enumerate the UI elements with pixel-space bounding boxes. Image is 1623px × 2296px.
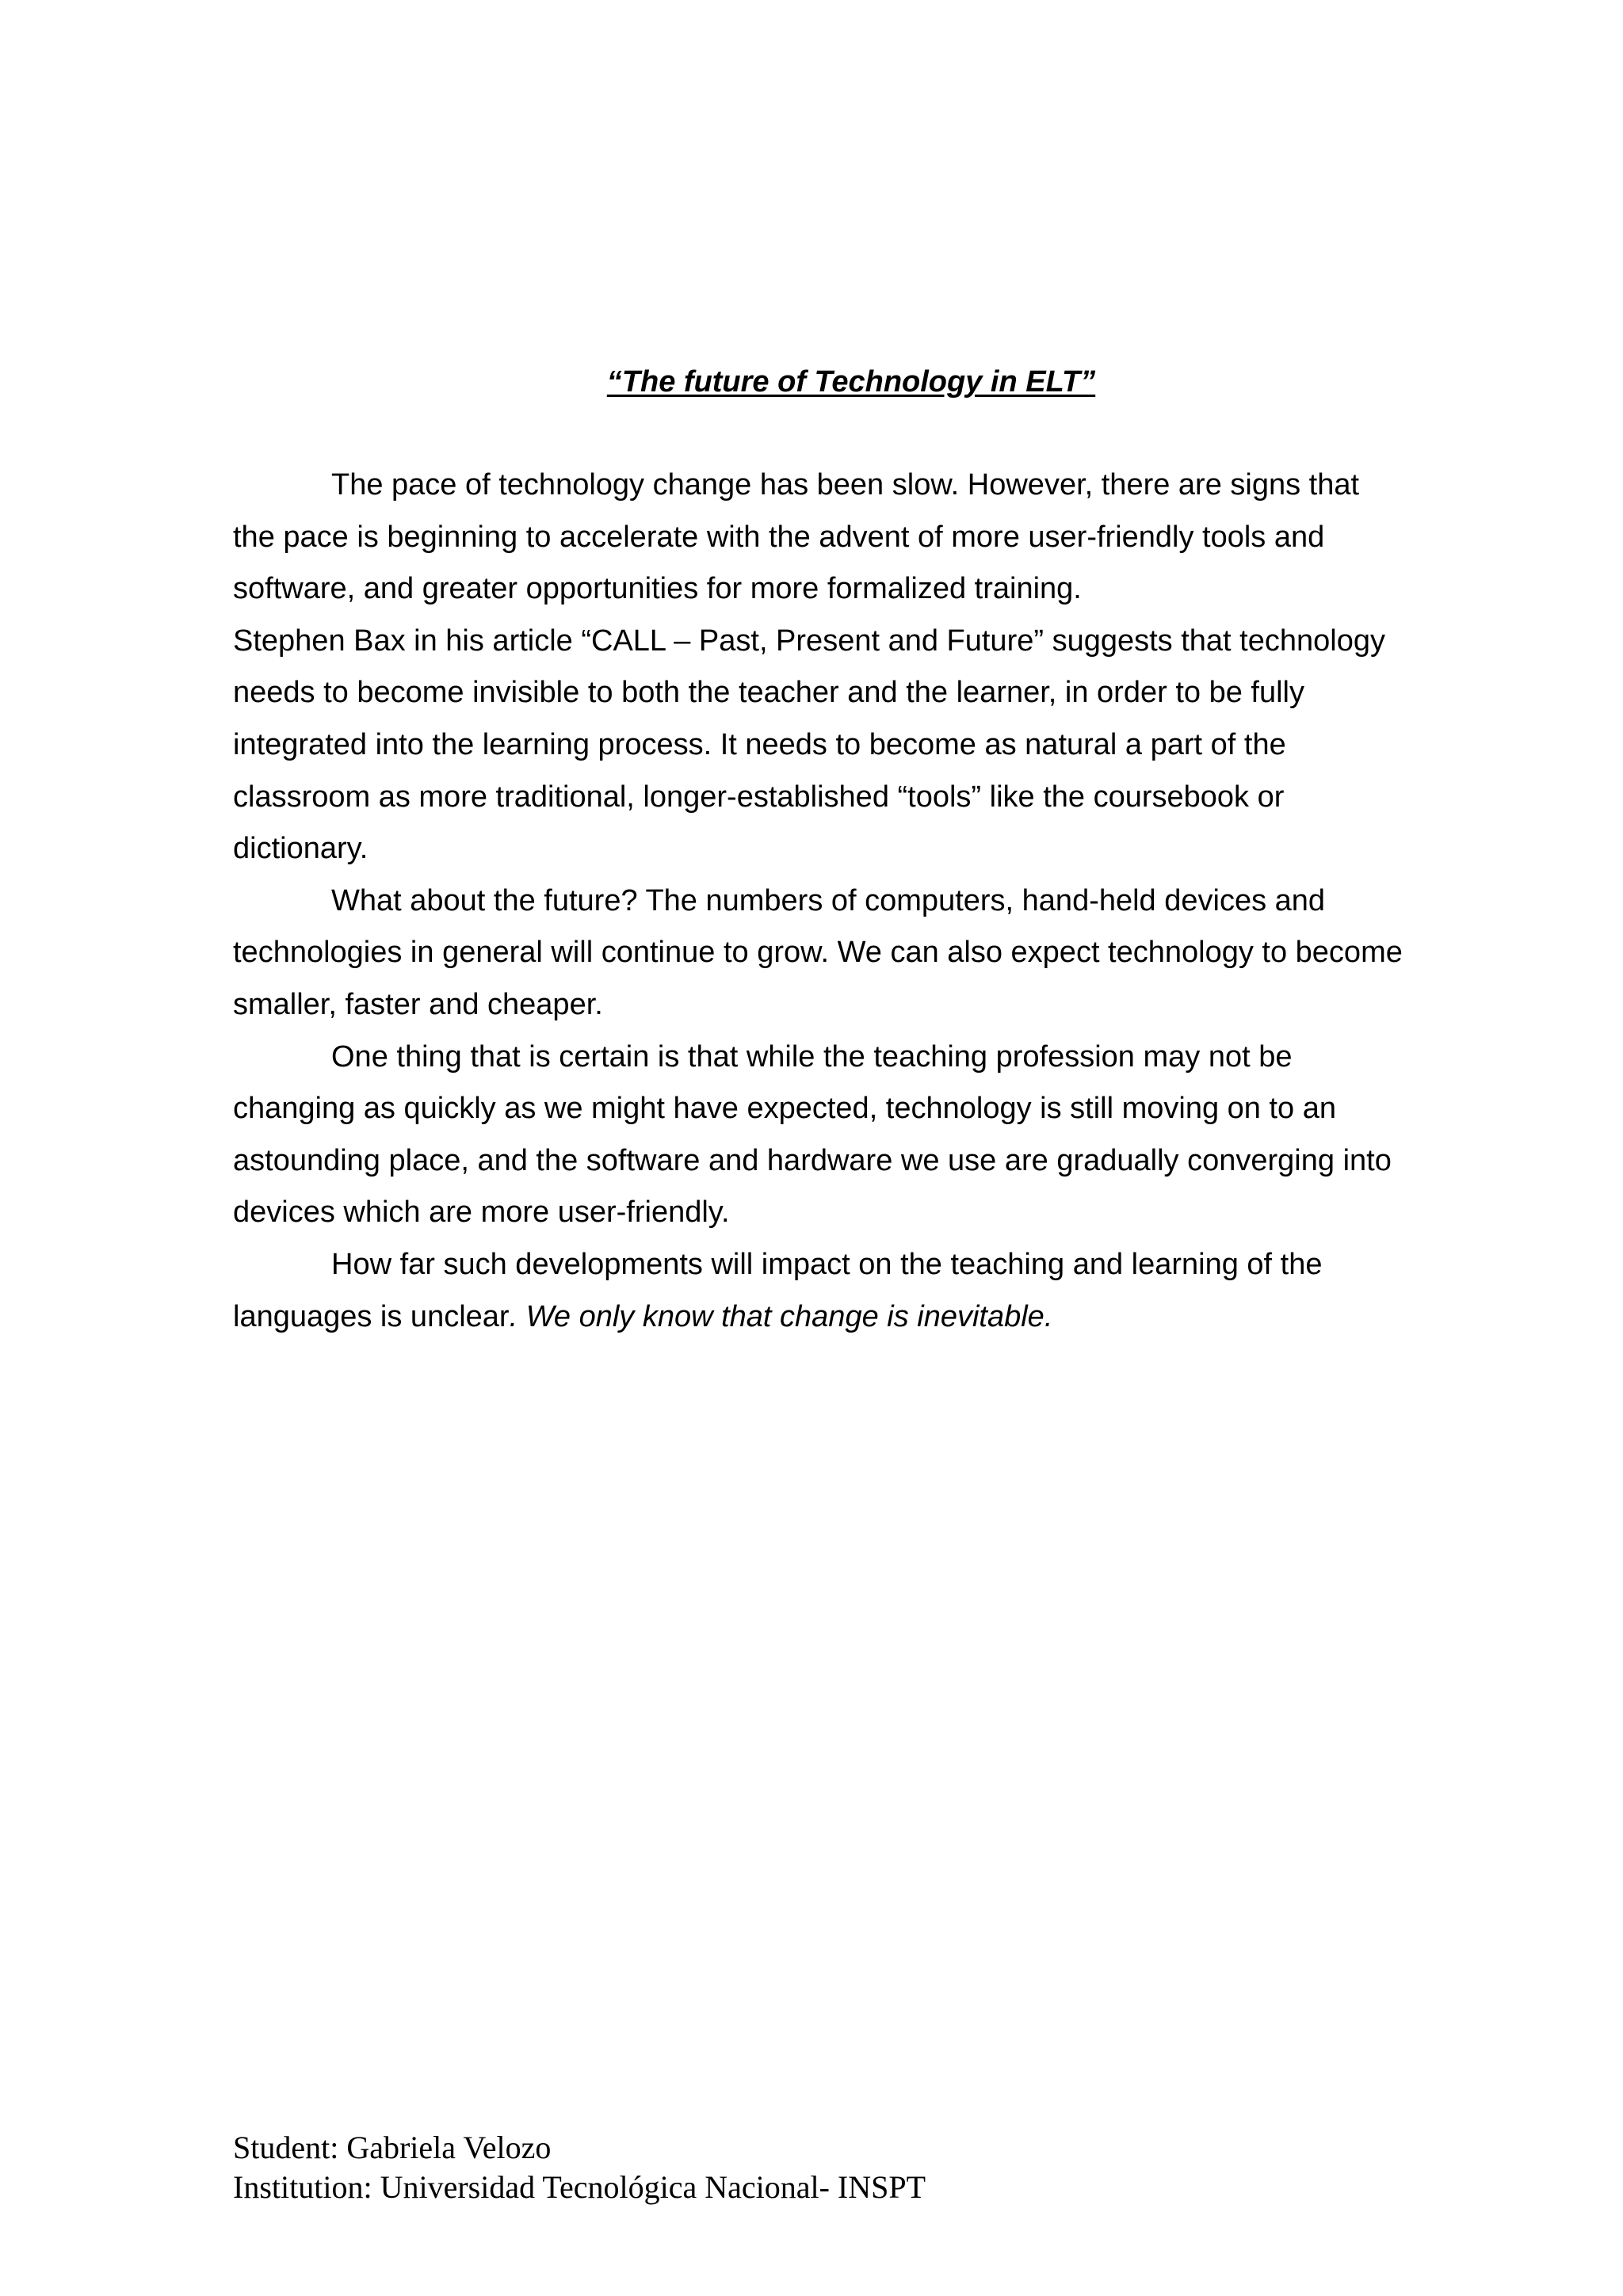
- paragraph-2: Stephen Bax in his article “CALL – Past, Present and Future” suggests that technology needs to become invisible to both the teacher and the learner, in order to be fully integrated into the learning process. It needs to become as natural a part of the classroom as more traditional, longer-established “tools” like the coursebook or dictionary.: [233, 624, 1385, 866]
- footer: [233, 2128, 926, 2207]
- institution-name: Institution: Universidad Tecnológica Nacional- INSPT: [233, 2169, 926, 2205]
- paragraph-5-italic: . We only know that change is inevitable.: [509, 1299, 1053, 1333]
- essay-body: [233, 460, 1406, 1343]
- student-name: Student: Gabriela Velozo: [233, 2130, 552, 2165]
- paragraph-4: One thing that is certain is that while the teaching profession may not be changing as quickly as we might have expected, technology is still moving on to an astounding place, and the software and hardware we use are gradually converging into devices which are more user-friendly.: [233, 1039, 1392, 1230]
- page-title: “The future of Technology in ELT”: [606, 365, 1096, 399]
- paragraph-3: What about the future? The numbers of computers, hand-held devices and technologies in general will continue to grow. We can also expect technology to become smaller, faster and cheaper.: [233, 883, 1403, 1021]
- paragraph-1: The pace of technology change has been slow. However, there are signs that the pace is beginning to accelerate with the advent of more user-friendly tools and software, and greater opportunities for more formalized training.: [233, 468, 1360, 606]
- paragraph-5: [233, 1239, 1406, 1343]
- paragraph-5-regular: How far such developments will impact on the teaching and learning of the languages is unclear: [233, 1247, 1323, 1333]
